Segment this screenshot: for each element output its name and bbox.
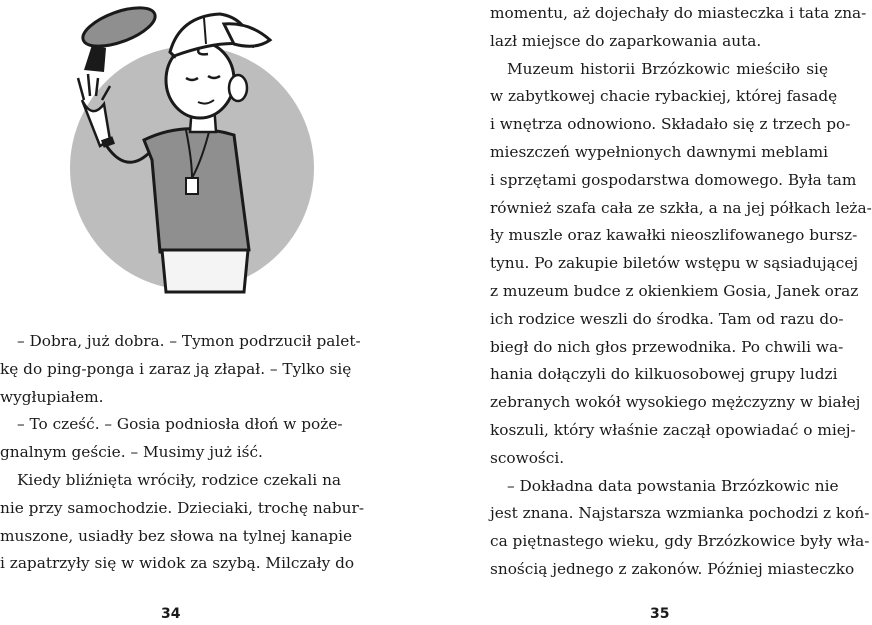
text-line: momentu, aż dojechały do miasteczka i tata zna- <box>490 4 867 22</box>
text-line: z muzeum budce z okienkiem Gosia, Janek oraz <box>490 281 859 300</box>
text-line: kę do ping-ponga i zaraz ją złapał. – Tylko się <box>0 359 352 378</box>
text-line: Kiedy bliźnięta wróciły, rodzice czekali na <box>17 470 342 489</box>
text-line: w zabytkowej chacie rybackiej, której fasadę <box>490 87 838 106</box>
text-line: również szafa cała ze szkła, a na jej półkach leża- <box>490 198 872 217</box>
text-line: gnalnym geście. – Musimy już iść. <box>0 443 263 462</box>
text-line: Muzeum historii Brzózkowic mieściło się <box>507 59 828 78</box>
text-line: – To cześć. – Gosia podniosła dłoń w poże- <box>17 415 343 434</box>
text-line: – Dobra, już dobra. – Tymon podrzucił palet- <box>17 332 361 350</box>
text-line: scowości. <box>490 448 565 467</box>
right-page-text <box>490 0 872 584</box>
text-line: nie przy samochodzie. Dzieciaki, trochę nabur- <box>0 498 364 517</box>
text-line: i sprzętami gospodarstwa domowego. Była tam <box>490 170 857 189</box>
text-line: biegł do nich głos przewodnika. Po chwili wa- <box>490 337 844 356</box>
text-line: ich rodzice weszli do środka. Tam od razu do- <box>490 309 844 328</box>
text-line: hania dołączyli do kilkuosobowej grupy ludzi <box>490 365 838 384</box>
text-line: i wnętrza odnowiono. Składało się z trzech po- <box>490 115 851 134</box>
text-line: wygłupiałem. <box>0 387 104 406</box>
text-line: ły muszle oraz kawałki nieoszlifowanego bursz- <box>490 226 858 245</box>
text-line: jest znana. Najstarsza wzmianka pochodzi z koń- <box>490 504 870 523</box>
boy-illustration <box>74 0 304 292</box>
text-line: koszuli, który właśnie zaczął opowiadać o miej- <box>490 420 856 439</box>
text-line: snością jednego z zakonów. Później miasteczko <box>490 559 855 578</box>
text-line: mieszczeń wypełnionych dawnymi meblami <box>490 142 828 161</box>
page-number-left: 34 <box>161 606 181 622</box>
text-line: tynu. Po zakupie biletów wstępu w sąsiadującej <box>490 254 859 273</box>
page-number-right: 35 <box>650 606 670 622</box>
left-page-text <box>0 328 364 578</box>
shorts <box>162 250 248 292</box>
text-line: zebranych wokół wysokiego mężczyzny w białej <box>490 393 861 412</box>
text-line: i zapatrzyły się w widok za szybą. Milczały do <box>0 554 355 573</box>
whistle-icon <box>186 178 198 194</box>
right-page <box>414 0 872 625</box>
text-line: lazł miejsce do zaparkowania auta. <box>490 31 762 50</box>
text-line: – Dokładna data powstania Brzózkowic nie <box>507 476 839 495</box>
text-line: muszone, usiadły bez słowa na tylnej kanapie <box>0 526 353 545</box>
text-line: ca piętnastego wieku, gdy Brzózkowice były wła- <box>490 532 870 551</box>
left-page <box>0 0 414 625</box>
